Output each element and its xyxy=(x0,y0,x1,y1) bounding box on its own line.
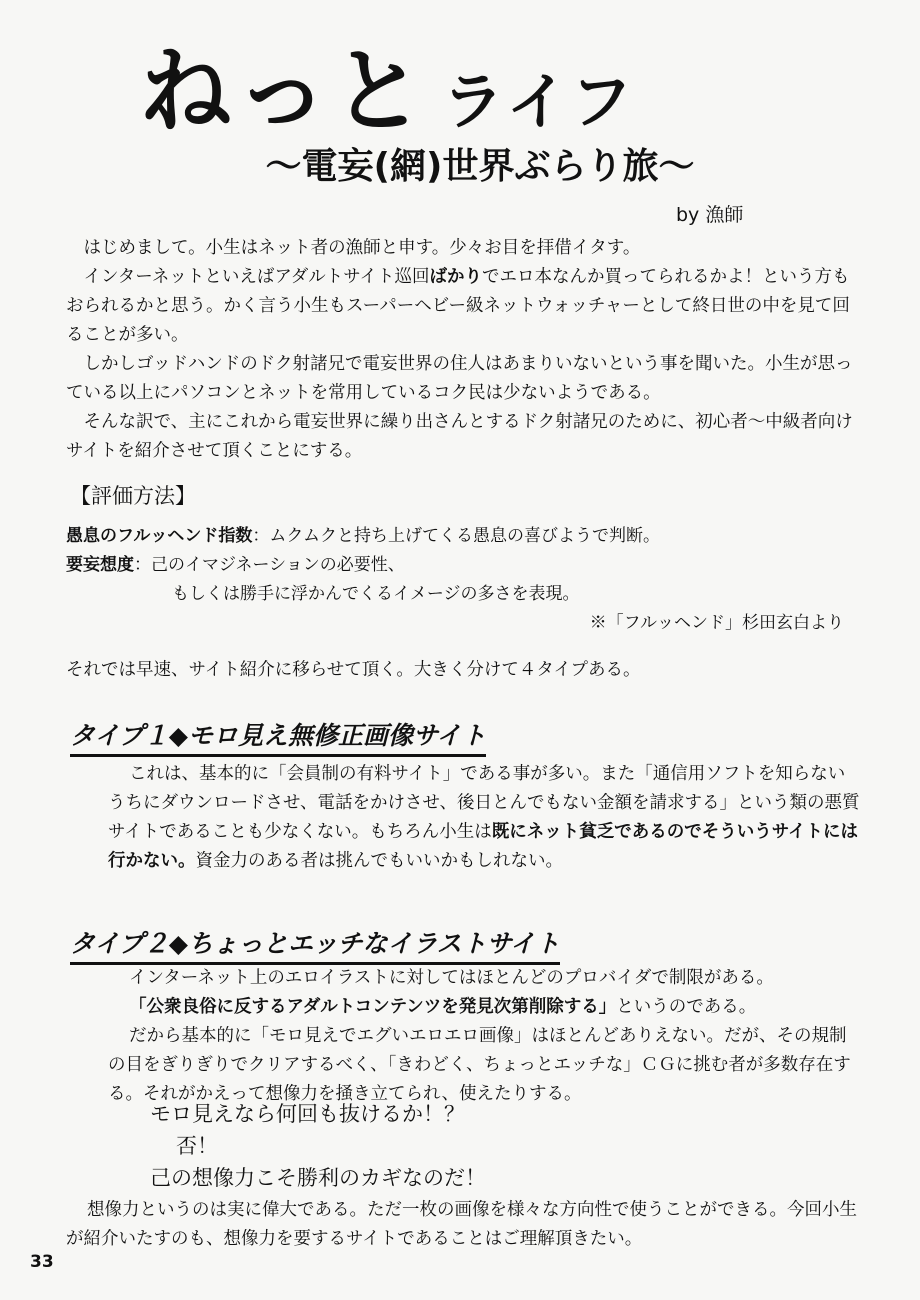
type2-line-3: だから基本的に「モロ見えでエグいエロエロ画像」はほとんどありえない。だが、その規制の目をぎりぎりでクリアするべく、「きわどく、ちょっとエッチな」ＣＧに挑む者が多数存在する。それがかえって想像力を掻き立てられ、使えたりする。 xyxy=(108,1026,851,1104)
intro-paragraph-4: そんな訳で、主にこれから電妄世界に繰り出さんとするドク射諸兄のために、初心者～中級者向けサイトを紹介させて頂くことにする。 xyxy=(66,412,853,461)
intro-section xyxy=(66,234,856,466)
type2-heading: タイプ２◆ちょっとエッチなイラストサイト xyxy=(70,924,560,965)
evaluation-item-2-label: 要妄想度 xyxy=(66,555,134,575)
type2-quote-tail: というのである。 xyxy=(616,997,757,1017)
intro-paragraph-2 xyxy=(66,263,856,350)
byline: by 漁師 xyxy=(676,204,744,226)
intro-p2-text-b: でエロ本なんか買ってられるかよ！という方もおられるかと思う。かく言う小生もスーパーヘビー級ネットウォッチャーとして終日世の中を見て回ることが多い。 xyxy=(66,267,850,345)
shout-line-1: モロ見えなら何回も抜けるか！？ xyxy=(150,1102,465,1126)
intro-p2-bold: ばかり xyxy=(429,267,482,287)
title-main: ねっと xyxy=(140,38,429,145)
type2-quote-line xyxy=(108,993,860,1022)
evaluation-heading: 【評価方法】 xyxy=(70,484,196,508)
title-sub: ライフ xyxy=(442,65,637,138)
closing-paragraph: 想像力というのは実に偉大である。ただ一枚の画像を様々な方向性で使うことができる。今回小生が紹介いたすのも、想像力を要するサイトであることはご理解頂きたい。 xyxy=(66,1200,857,1249)
type1-text-a: これは、基本的に「会員制の有料サイト」である事が多い。また「通信用ソフトを知らないうちにダウンロードさせ、電話をかけさせ、後日とんでもない金額を請求する」という類の悪質サイトであることも少なくない。もちろん小生は xyxy=(108,764,860,842)
type1-text-b: 資金力のある者は挑んでもいいかもしれない。 xyxy=(195,851,563,871)
type1-body xyxy=(108,760,860,876)
shout-block xyxy=(150,1098,486,1194)
transition-paragraph: それでは早速、サイト紹介に移らせて頂く。大きく分けて４タイプある。 xyxy=(66,660,641,680)
intro-paragraph-3: しかしゴッドハンドのドク射諸兄で電妄世界の住人はあまりいないという事を聞いた。小生が思っている以上にパソコンとネットを常用しているコク民は少ないようである。 xyxy=(66,354,853,403)
page-number: 33 xyxy=(30,1252,54,1272)
type1-heading: タイプ１◆モロ見え無修正画像サイト xyxy=(70,716,486,757)
type1-bold-text: 既にネット貧乏であるのでそういうサイトには行かない。 xyxy=(108,822,859,871)
transition-text xyxy=(66,656,856,685)
evaluation-item-1 xyxy=(66,522,856,551)
intro-p2-text-a: インターネットといえばアダルトサイト巡回 xyxy=(83,267,430,287)
type2-line-1: インターネット上のエロイラストに対してはほとんどのプロバイダで制限がある。 xyxy=(129,968,774,988)
evaluation-item-1-label: 愚息のフルッヘンド指数 xyxy=(66,526,253,546)
evaluation-note: ※「フルッヘンド」杉田玄白より xyxy=(589,613,844,633)
evaluation-item-2-continued: もしくは勝手に浮かんでくるイメージの多さを表現。 xyxy=(172,584,580,604)
shout-line-3: 己の想像力こそ勝利のカギなのだ！ xyxy=(150,1166,486,1190)
shout-line-2: 否！ xyxy=(176,1134,218,1158)
type2-body xyxy=(108,964,860,1109)
subtitle: ～電妄(網)世界ぶらり旅～ xyxy=(265,146,695,187)
type1-paragraph xyxy=(108,760,860,876)
closing-section xyxy=(66,1196,860,1254)
type2-quote-bold: 「公衆良俗に反するアダルトコンテンツを発見次第削除する」 xyxy=(129,997,617,1017)
evaluation-item-2-text: ：己のイマジネーションの必要性、 xyxy=(134,555,405,575)
evaluation-item-2 xyxy=(66,551,856,580)
page-title xyxy=(140,18,800,150)
evaluation-section xyxy=(66,522,856,638)
intro-paragraph-1: はじめまして。小生はネット者の漁師と申す。少々お目を拝借イタす。 xyxy=(83,238,641,258)
evaluation-item-1-text: ：ムクムクと持ち上げてくる愚息の喜びようで判断。 xyxy=(252,526,660,546)
